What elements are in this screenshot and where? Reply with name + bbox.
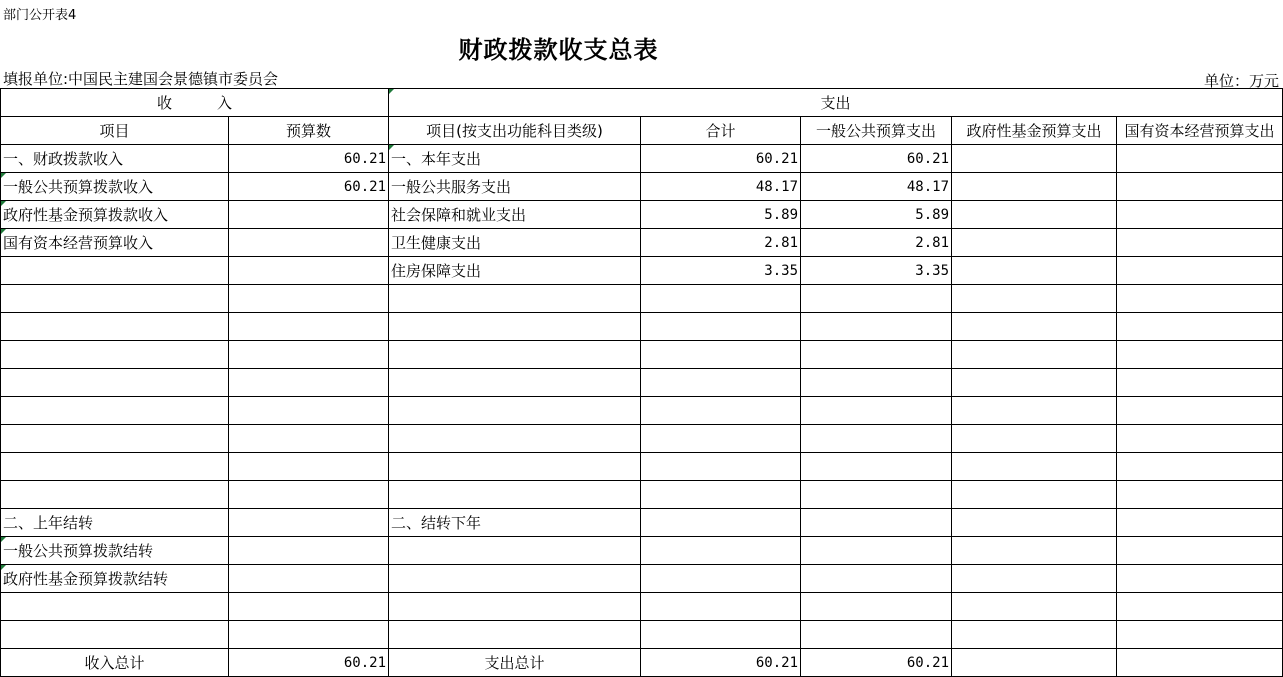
income-amount-cell[interactable]	[229, 285, 389, 313]
expense-item-cell[interactable]: 一般公共服务支出	[389, 173, 641, 201]
state-capital-cell[interactable]	[1117, 285, 1283, 313]
general-budget-cell[interactable]	[801, 453, 952, 481]
gov-fund-total-value[interactable]	[952, 649, 1117, 677]
expense-total-cell[interactable]	[641, 565, 801, 593]
income-amount-cell[interactable]	[229, 593, 389, 621]
state-capital-cell[interactable]	[1117, 201, 1283, 229]
expense-item-cell[interactable]: 住房保障支出	[389, 257, 641, 285]
expense-item-cell[interactable]: 二、结转下年	[389, 509, 641, 537]
income-item-cell[interactable]	[1, 341, 229, 369]
expense-total-cell[interactable]	[641, 313, 801, 341]
income-amount-cell[interactable]: 60.21	[229, 145, 389, 173]
col-header-income-item[interactable]: 项目	[1, 117, 229, 145]
state-capital-cell[interactable]	[1117, 341, 1283, 369]
table-row	[1, 397, 1283, 425]
state-capital-cell[interactable]	[1117, 369, 1283, 397]
expense-item-cell[interactable]: 一、本年支出	[389, 145, 641, 173]
income-amount-cell[interactable]	[229, 481, 389, 509]
table-row	[1, 621, 1283, 649]
expense-item-cell[interactable]	[389, 565, 641, 593]
income-item-cell[interactable]: 一、财政拨款收入	[1, 145, 229, 173]
gov-fund-cell[interactable]	[952, 145, 1117, 173]
gov-fund-cell[interactable]	[952, 425, 1117, 453]
expense-item-cell[interactable]: 卫生健康支出	[389, 229, 641, 257]
table-row	[1, 257, 1283, 285]
income-item-cell[interactable]	[1, 593, 229, 621]
expense-total-label[interactable]: 支出总计	[389, 649, 641, 677]
expense-item-cell[interactable]: 社会保障和就业支出	[389, 201, 641, 229]
income-amount-cell[interactable]	[229, 369, 389, 397]
state-capital-cell[interactable]	[1117, 537, 1283, 565]
income-amount-cell[interactable]	[229, 341, 389, 369]
col-header-budget[interactable]: 预算数	[229, 117, 389, 145]
gov-fund-cell[interactable]	[952, 593, 1117, 621]
gov-fund-cell[interactable]	[952, 201, 1117, 229]
expense-total-cell[interactable]: 3.35	[641, 257, 801, 285]
income-amount-cell[interactable]	[229, 537, 389, 565]
expense-total-cell[interactable]	[641, 621, 801, 649]
table-row	[1, 481, 1283, 509]
table-row	[1, 537, 1283, 565]
income-item-cell[interactable]	[1, 481, 229, 509]
state-capital-cell[interactable]	[1117, 621, 1283, 649]
expense-item-cell[interactable]	[389, 453, 641, 481]
income-item-cell[interactable]: 政府性基金预算拨款结转	[1, 565, 229, 593]
table-row	[1, 341, 1283, 369]
income-amount-cell[interactable]	[229, 229, 389, 257]
currency-unit: 单位：万元	[1203, 72, 1279, 90]
table-row	[1, 425, 1283, 453]
expense-item-cell[interactable]	[389, 593, 641, 621]
table-row	[1, 145, 1283, 173]
table-row	[1, 229, 1283, 257]
expense-total-cell[interactable]	[641, 369, 801, 397]
income-item-cell[interactable]: 国有资本经营预算收入	[1, 229, 229, 257]
income-item-cell[interactable]: 一般公共预算拨款结转	[1, 537, 229, 565]
general-budget-cell[interactable]	[801, 537, 952, 565]
income-group-header[interactable]: 收 入	[1, 89, 389, 117]
budget-summary-table	[0, 88, 1283, 677]
table-number-note: 部门公开表4	[3, 8, 77, 23]
income-amount-cell[interactable]	[229, 453, 389, 481]
general-budget-cell[interactable]	[801, 341, 952, 369]
income-item-cell[interactable]: 政府性基金预算拨款收入	[1, 201, 229, 229]
table-row	[1, 369, 1283, 397]
expense-total-cell[interactable]: 2.81	[641, 229, 801, 257]
income-amount-cell[interactable]	[229, 201, 389, 229]
income-amount-cell[interactable]	[229, 397, 389, 425]
expense-item-cell[interactable]	[389, 425, 641, 453]
general-budget-cell[interactable]: 3.35	[801, 257, 952, 285]
state-capital-cell[interactable]	[1117, 509, 1283, 537]
expense-item-cell[interactable]	[389, 621, 641, 649]
table-row	[1, 173, 1283, 201]
col-header-state-capital[interactable]: 国有资本经营预算支出	[1117, 117, 1283, 145]
expense-item-cell[interactable]	[389, 481, 641, 509]
table-row	[1, 285, 1283, 313]
general-budget-cell[interactable]	[801, 621, 952, 649]
expense-item-cell[interactable]	[389, 369, 641, 397]
expense-item-cell[interactable]	[389, 397, 641, 425]
gov-fund-cell[interactable]	[952, 285, 1117, 313]
general-budget-cell[interactable]	[801, 285, 952, 313]
general-budget-cell[interactable]	[801, 509, 952, 537]
income-item-cell[interactable]: 二、上年结转	[1, 509, 229, 537]
income-item-cell[interactable]	[1, 369, 229, 397]
expense-total-value[interactable]: 60.21	[641, 649, 801, 677]
income-amount-cell[interactable]	[229, 313, 389, 341]
state-capital-cell[interactable]	[1117, 397, 1283, 425]
gov-fund-cell[interactable]	[952, 509, 1117, 537]
expense-total-cell[interactable]	[641, 481, 801, 509]
state-capital-cell[interactable]	[1117, 173, 1283, 201]
state-capital-cell[interactable]	[1117, 593, 1283, 621]
expense-total-cell[interactable]	[641, 593, 801, 621]
state-capital-cell[interactable]	[1117, 565, 1283, 593]
income-item-cell[interactable]	[1, 397, 229, 425]
col-header-gov-fund[interactable]: 政府性基金预算支出	[952, 117, 1117, 145]
general-budget-cell[interactable]	[801, 397, 952, 425]
state-capital-cell[interactable]	[1117, 313, 1283, 341]
table-row	[1, 453, 1283, 481]
income-amount-cell[interactable]: 60.21	[229, 173, 389, 201]
expense-item-cell[interactable]	[389, 313, 641, 341]
gov-fund-cell[interactable]	[952, 397, 1117, 425]
income-amount-cell[interactable]	[229, 425, 389, 453]
gov-fund-cell[interactable]	[952, 565, 1117, 593]
col-header-expense-item[interactable]: 项目(按支出功能科目类级)	[389, 117, 641, 145]
income-item-cell[interactable]	[1, 621, 229, 649]
table-row	[1, 313, 1283, 341]
header-row-columns	[1, 117, 1283, 145]
expense-total-cell[interactable]: 5.89	[641, 201, 801, 229]
table-row	[1, 201, 1283, 229]
expense-total-cell[interactable]	[641, 425, 801, 453]
expense-item-cell[interactable]	[389, 285, 641, 313]
income-total-value[interactable]: 60.21	[229, 649, 389, 677]
state-capital-cell[interactable]	[1117, 257, 1283, 285]
income-amount-cell[interactable]	[229, 565, 389, 593]
income-amount-cell[interactable]	[229, 621, 389, 649]
gov-fund-cell[interactable]	[952, 173, 1117, 201]
state-capital-cell[interactable]	[1117, 229, 1283, 257]
income-amount-cell[interactable]	[229, 257, 389, 285]
gov-fund-cell[interactable]	[952, 537, 1117, 565]
col-header-general-budget[interactable]: 一般公共预算支出	[801, 117, 952, 145]
general-budget-cell[interactable]: 60.21	[801, 145, 952, 173]
header-row-group	[1, 89, 1283, 117]
table-row	[1, 509, 1283, 537]
general-budget-cell[interactable]: 5.89	[801, 201, 952, 229]
expense-total-cell[interactable]	[641, 341, 801, 369]
table-row	[1, 593, 1283, 621]
gov-fund-cell[interactable]	[952, 453, 1117, 481]
page-title: 财政拨款收支总表	[458, 36, 659, 64]
general-budget-cell[interactable]: 2.81	[801, 229, 952, 257]
income-item-cell[interactable]	[1, 425, 229, 453]
expense-total-cell[interactable]	[641, 397, 801, 425]
general-budget-total-value[interactable]: 60.21	[801, 649, 952, 677]
expense-total-cell[interactable]	[641, 453, 801, 481]
income-item-cell[interactable]	[1, 257, 229, 285]
expense-group-header[interactable]: 支出	[389, 89, 1283, 117]
general-budget-cell[interactable]	[801, 369, 952, 397]
expense-item-cell[interactable]	[389, 537, 641, 565]
general-budget-cell[interactable]	[801, 481, 952, 509]
table-row	[1, 565, 1283, 593]
gov-fund-cell[interactable]	[952, 257, 1117, 285]
income-item-cell[interactable]	[1, 313, 229, 341]
col-header-total[interactable]: 合计	[641, 117, 801, 145]
general-budget-cell[interactable]	[801, 313, 952, 341]
filing-unit: 填报单位:中国民主建国会景德镇市委员会	[3, 70, 279, 88]
expense-total-cell[interactable]	[641, 537, 801, 565]
state-capital-cell[interactable]	[1117, 481, 1283, 509]
total-row	[1, 649, 1283, 677]
income-item-cell[interactable]	[1, 285, 229, 313]
gov-fund-cell[interactable]	[952, 313, 1117, 341]
gov-fund-cell[interactable]	[952, 341, 1117, 369]
general-budget-cell[interactable]	[801, 565, 952, 593]
expense-total-cell[interactable]	[641, 509, 801, 537]
income-item-cell[interactable]: 一般公共预算拨款收入	[1, 173, 229, 201]
expense-item-cell[interactable]	[389, 341, 641, 369]
general-budget-cell[interactable]	[801, 593, 952, 621]
gov-fund-cell[interactable]	[952, 621, 1117, 649]
general-budget-cell[interactable]: 48.17	[801, 173, 952, 201]
state-capital-cell[interactable]	[1117, 453, 1283, 481]
gov-fund-cell[interactable]	[952, 369, 1117, 397]
income-amount-cell[interactable]	[229, 509, 389, 537]
general-budget-cell[interactable]	[801, 425, 952, 453]
income-total-label[interactable]: 收入总计	[1, 649, 229, 677]
state-capital-cell[interactable]	[1117, 145, 1283, 173]
expense-total-cell[interactable]: 48.17	[641, 173, 801, 201]
expense-total-cell[interactable]	[641, 285, 801, 313]
gov-fund-cell[interactable]	[952, 481, 1117, 509]
state-capital-total-value[interactable]	[1117, 649, 1283, 677]
income-item-cell[interactable]	[1, 453, 229, 481]
expense-total-cell[interactable]: 60.21	[641, 145, 801, 173]
gov-fund-cell[interactable]	[952, 229, 1117, 257]
state-capital-cell[interactable]	[1117, 425, 1283, 453]
